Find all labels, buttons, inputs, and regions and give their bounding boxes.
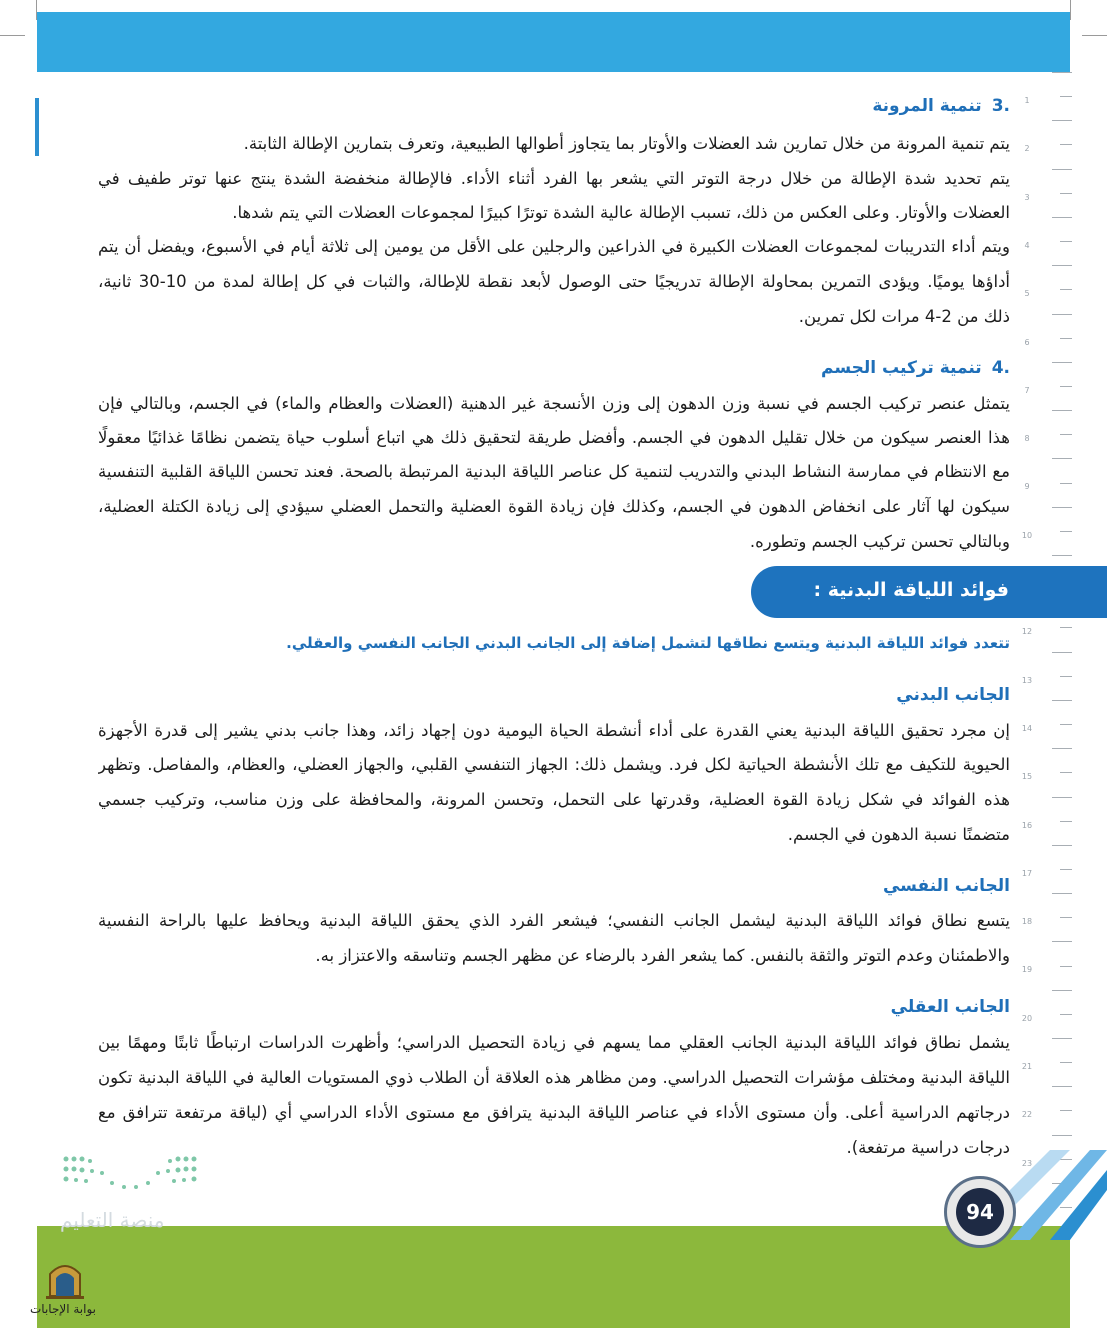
platform-logo-text: منصة التعليم bbox=[60, 1208, 165, 1232]
answers-portal-logo-icon bbox=[44, 1256, 86, 1300]
ruler-number: 14 bbox=[1021, 723, 1033, 733]
ruler-tick bbox=[1060, 869, 1072, 870]
ruler-number: 3 bbox=[1024, 192, 1030, 202]
ruler-number: 5 bbox=[1024, 289, 1030, 299]
paragraph-line: الحيوية للتكيف مع تلك الأنشطة الحياتية لكل فرد. ويشمل ذلك: الجهاز التنفسي القلبي، والجهاز العضلي، والعظام، والمفاصل. وتظهر bbox=[98, 755, 1010, 774]
ruler-tick bbox=[1060, 241, 1072, 242]
section-flexibility bbox=[98, 93, 1010, 343]
ruler-tick bbox=[1052, 700, 1072, 701]
ruler-tick bbox=[1052, 797, 1072, 798]
ruler-number: 21 bbox=[1021, 1062, 1033, 1071]
banner-title: فوائد اللياقة البدنية : bbox=[813, 579, 1009, 601]
paragraph-line: اللياقة البدنية ومختلف مؤشرات التحصيل الدراسي. ومن مظاهر هذه العلاقة أن الطلاب ذوي المستويات العالية في اللياقة البدنية تكون bbox=[98, 1068, 1010, 1087]
ruler-number: 13 bbox=[1021, 675, 1033, 685]
ruler-number: 12 bbox=[1021, 627, 1033, 637]
ruler-tick bbox=[1060, 483, 1072, 484]
ruler-tick bbox=[1052, 1086, 1072, 1087]
ruler-number: 23 bbox=[1021, 1158, 1033, 1168]
ruler-number: 7 bbox=[1024, 385, 1030, 395]
section-title: تنمية تركيب الجسم bbox=[821, 358, 982, 378]
footer-band bbox=[37, 1226, 1070, 1328]
benefits-intro: تتعدد فوائد اللياقة البدنية ويتسع نطاقها لتشمل إضافة إلى الجانب البدني الجانب النفسي والعقلي. bbox=[286, 634, 1010, 652]
paragraph-line: درجاتهم الدراسية أعلى. وأن مستوى الأداء في عناصر اللياقة البدنية يترافق مع مستوى الأداء الدراسي أي (لياقة مرتفعة تترافق مع bbox=[98, 1103, 1010, 1122]
section-number: .4 bbox=[991, 358, 1010, 378]
paragraph-line: هذه الفوائد في شكل زيادة القوة العضلية، وقدرتها على التحمل، وتحسن المرونة، والمحافظة على وزن مناسب، وتركيب جسمي bbox=[98, 790, 1010, 809]
paragraph-line: يتمثل عنصر تركيب الجسم في نسبة وزن الدهون إلى وزن الأنسجة غير الدهنية (العضلات والعظام والماء) في الجسم، وبالتالي فإن bbox=[98, 394, 1010, 413]
paragraph-line: يتم تحديد شدة الإطالة من خلال درجة التوتر التي يشعر بها الفرد أثناء الأداء. فالإطالة منخفضة الشدة ينتج عنها توتر طفيف في bbox=[98, 169, 1010, 188]
page-number-badge bbox=[944, 1176, 1016, 1248]
paragraph-line: يتسع نطاق فوائد اللياقة البدنية ليشمل الجانب النفسي؛ فيشعر الفرد الذي يحقق اللياقة البدنية ويحافظ عليها بالراحة النفسية bbox=[98, 911, 1010, 930]
ruler-tick bbox=[1052, 410, 1072, 411]
ruler-number: 15 bbox=[1021, 772, 1033, 782]
paragraph-line: يشمل نطاق فوائد اللياقة البدنية الجانب العقلي مما يسهم في زيادة التحصيل الدراسي؛ وأظهرت الدراسات ارتباطًا ثابتًا ومهمًا بين bbox=[98, 1033, 1010, 1052]
crop-mark bbox=[1070, 0, 1071, 20]
ruler-tick bbox=[1052, 990, 1072, 991]
ruler-tick bbox=[1060, 144, 1072, 145]
section-body-composition bbox=[98, 355, 1010, 555]
paragraph-line: وبالتالي تحسن تركيب الجسم وتطوره. bbox=[749, 532, 1010, 551]
paragraph-line: متضمنًا نسبة الدهون في الجسم. bbox=[787, 825, 1010, 844]
ruler-tick bbox=[1052, 1135, 1072, 1136]
section-heading bbox=[821, 355, 1010, 381]
crop-mark bbox=[1082, 35, 1107, 36]
section-number: .3 bbox=[991, 96, 1010, 116]
ruler-tick bbox=[1052, 1038, 1072, 1039]
ruler-tick bbox=[1052, 120, 1072, 121]
ruler-tick bbox=[1060, 434, 1072, 435]
ruler-tick bbox=[1060, 917, 1072, 918]
ruler-tick bbox=[1060, 338, 1072, 339]
ruler-tick bbox=[1052, 217, 1072, 218]
ruler-number: 9 bbox=[1024, 482, 1030, 492]
ruler-number: 20 bbox=[1021, 1013, 1033, 1023]
ruler-number: 19 bbox=[1021, 965, 1033, 975]
ruler-tick bbox=[1052, 893, 1072, 894]
paragraph-line: ذلك من 2-4 مرات لكل تمرين. bbox=[798, 307, 1010, 326]
paragraph-line: مع الانتظام في ممارسة النشاط البدني والتدريب لتنمية كل عناصر اللياقة البدنية المرتبطة بالصحة. فعند تحسن اللياقة القلبية التنفسية bbox=[98, 462, 1010, 481]
ruler-tick bbox=[1060, 1014, 1072, 1015]
ruler-tick bbox=[1060, 724, 1072, 725]
psychological-heading: الجانب النفسي bbox=[882, 876, 1010, 896]
crop-mark bbox=[0, 35, 25, 36]
ruler-tick bbox=[1052, 72, 1072, 73]
section-title: تنمية المرونة bbox=[872, 96, 982, 116]
mental-heading: الجانب العقلي bbox=[890, 997, 1010, 1017]
ruler-tick bbox=[1052, 652, 1072, 653]
top-color-band bbox=[37, 12, 1070, 72]
ruler-number: 1 bbox=[1024, 96, 1030, 105]
ruler-number: 18 bbox=[1021, 917, 1033, 927]
left-accent-bar bbox=[35, 98, 39, 156]
side-ruler bbox=[1020, 72, 1072, 1182]
ruler-tick bbox=[1060, 531, 1072, 532]
ruler-tick bbox=[1060, 627, 1072, 628]
ruler-tick bbox=[1052, 845, 1072, 846]
ruler-number: 22 bbox=[1021, 1110, 1033, 1120]
ruler-tick bbox=[1060, 193, 1072, 194]
ruler-tick bbox=[1052, 555, 1072, 556]
ruler-tick bbox=[1060, 289, 1072, 290]
answers-portal-label: بوابة الإجابات bbox=[30, 1302, 97, 1316]
paragraph-line: ويتم أداء التدريبات لمجموعات العضلات الكبيرة في الذراعين والرجلين على الأقل من يومين إلى ثلاثة أيام في الأسبوع، ويفضل أن يتم bbox=[98, 237, 1010, 256]
ruler-tick bbox=[1060, 96, 1072, 97]
page-number: 94 bbox=[956, 1188, 1004, 1236]
ruler-tick bbox=[1052, 362, 1072, 363]
ruler-tick bbox=[1060, 772, 1072, 773]
ruler-tick bbox=[1060, 1062, 1072, 1063]
section-heading bbox=[872, 93, 1010, 119]
ruler-tick bbox=[1052, 265, 1072, 266]
ruler-number: 10 bbox=[1021, 530, 1033, 540]
ruler-tick bbox=[1060, 821, 1072, 822]
ruler-number: 16 bbox=[1021, 820, 1033, 830]
ruler-tick bbox=[1052, 941, 1072, 942]
ruler-tick bbox=[1060, 966, 1072, 967]
ruler-tick bbox=[1052, 748, 1072, 749]
ruler-tick bbox=[1052, 507, 1072, 508]
ruler-number: 17 bbox=[1021, 868, 1033, 878]
paragraph-line: يتم تنمية المرونة من خلال تمارين شد العضلات والأوتار بما يتجاوز أطوالها الطبيعية، وتعرف بتمارين الإطالة الثابتة. bbox=[243, 134, 1010, 153]
ruler-tick bbox=[1052, 169, 1072, 170]
paragraph-line: إن مجرد تحقيق اللياقة البدنية يعني القدرة على أداء أنشطة الحياة اليومية دون إجهاد زائد، وهذا جانب بدني يشير إلى قدرة الأجهزة bbox=[98, 721, 1010, 740]
ruler-number: 4 bbox=[1024, 240, 1030, 250]
paragraph-line: سيكون لها آثار على انخفاض الدهون في الجسم، وكذلك فإن زيادة القوة العضلية والتحمل العضلي سيؤدي إلى زيادة الكتلة العضلية، bbox=[98, 497, 1010, 516]
paragraph-line: درجات دراسية مرتفعة). bbox=[846, 1138, 1010, 1157]
ruler-number: 8 bbox=[1024, 434, 1030, 444]
benefits-section bbox=[98, 630, 1010, 1170]
paragraph-line: العضلات والأوتار. وعلى العكس من ذلك، تسبب الإطالة عالية الشدة توترًا كبيرًا لمجموعات العضلات التي يتم شدها. bbox=[232, 203, 1010, 222]
ruler-tick bbox=[1052, 458, 1072, 459]
ruler-number: 2 bbox=[1024, 144, 1030, 154]
benefits-banner bbox=[751, 566, 1107, 618]
ruler-tick bbox=[1060, 1110, 1072, 1111]
paragraph-line: أداؤها يوميًا. ويؤدى التمرين بمحاولة الإطالة تدريجيًا حتى الوصول لأبعد نقطة للإطالة، والثبات في كل إطالة لمدة من 10-30 ثانية، bbox=[98, 272, 1010, 291]
ruler-tick bbox=[1060, 386, 1072, 387]
platform-logo-dots bbox=[62, 1155, 198, 1199]
paragraph-line: والاطمئنان وعدم التوتر والثقة بالنفس. كما يشعر الفرد بالرضاء عن مظهر الجسم وتناسقه والاعتزاز به. bbox=[315, 946, 1010, 965]
ruler-number: 6 bbox=[1024, 337, 1030, 347]
ruler-tick bbox=[1052, 314, 1072, 315]
ruler-tick bbox=[1060, 676, 1072, 677]
paragraph-line: هذا العنصر سيكون من خلال تقليل الدهون في الجسم. وأفضل طريقة لتحقيق ذلك هي اتباع أسلوب حياة يتضمن نظامًا غذائيًا معقولًا bbox=[98, 428, 1010, 447]
physical-heading: الجانب البدني bbox=[896, 685, 1010, 705]
